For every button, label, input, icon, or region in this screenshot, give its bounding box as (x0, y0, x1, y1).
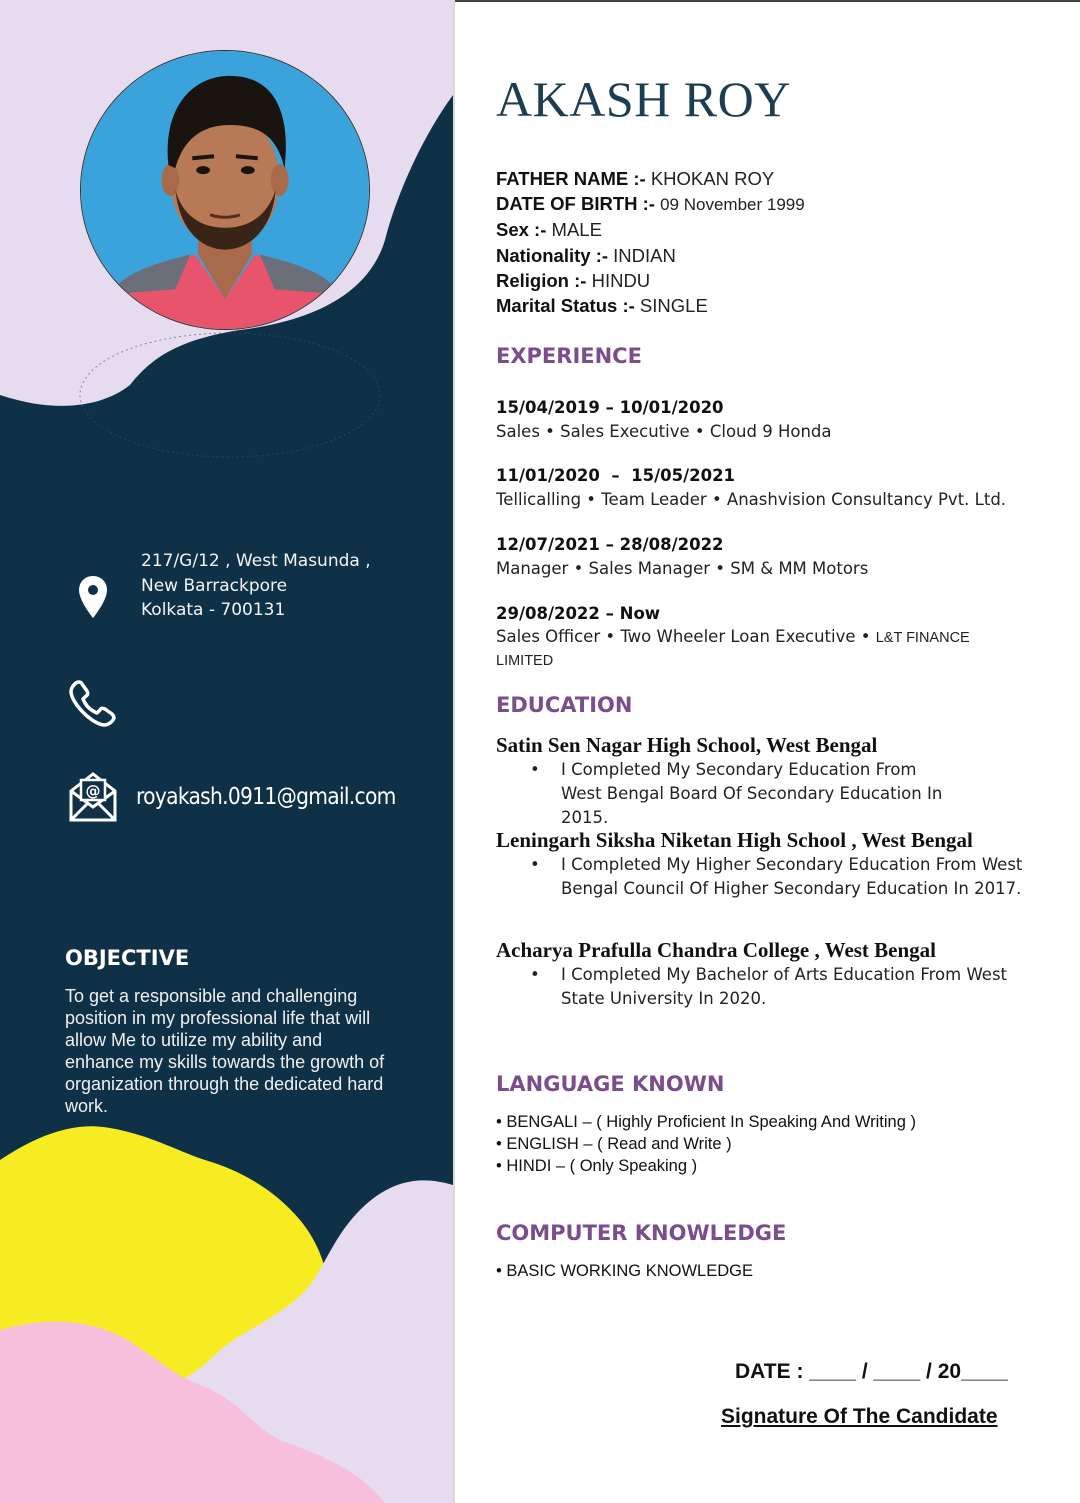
school-name: Leningarh Siksha Niketan High School , West Bengal (496, 828, 973, 852)
language-item: • ENGLISH – ( Read and Write ) (496, 1135, 732, 1153)
experience-dates: 12/07/2021 – 28/08/2022 (496, 535, 724, 554)
education-item (496, 732, 1026, 830)
experience-description: Manager • Sales Manager • SM & MM Motors (496, 559, 869, 578)
detail-row (496, 166, 805, 191)
phone-icon (68, 678, 118, 728)
contact-address (141, 549, 431, 623)
date-line: DATE : ____ / ____ / 20____ (735, 1360, 1008, 1383)
detail-label: Marital Status :- (496, 295, 635, 317)
language-item: • BENGALI – ( Highly Proficient In Speaking And Writing ) (496, 1113, 916, 1131)
detail-row (496, 217, 805, 242)
education-item (496, 827, 1026, 901)
detail-row (496, 293, 805, 318)
education-heading: EDUCATION (496, 693, 633, 717)
school-name: Acharya Prafulla Chandra College , West Bengal (496, 938, 937, 962)
experience-heading: EXPERIENCE (496, 344, 642, 368)
experience-role: Sales Officer • Two Wheeler Loan Executive • (496, 627, 876, 646)
signature-line: Signature Of The Candidate (721, 1405, 998, 1428)
experience-item (496, 602, 976, 672)
experience-description: Sales • Sales Executive • Cloud 9 Honda (496, 422, 832, 441)
detail-label: Religion :- (496, 269, 587, 291)
detail-value: KHOKAN ROY (650, 168, 775, 189)
candidate-name: AKASH ROY (496, 71, 791, 127)
experience-dates: 11/01/2020 – 15/05/2021 (496, 466, 736, 485)
sidebar (0, 0, 453, 1503)
experience-description: Tellicalling • Team Leader • Anashvision Consultancy Pvt. Ltd. (496, 490, 1007, 509)
objective-heading: OBJECTIVE (65, 946, 190, 970)
experience-company: L&T FINANCE LIMITED (496, 630, 970, 669)
education-detail (496, 758, 956, 830)
detail-label: DATE OF BIRTH :- (496, 193, 655, 215)
profile-photo (80, 50, 370, 330)
detail-row (496, 243, 805, 268)
detail-label: FATHER NAME :- (496, 168, 646, 189)
education-detail-text: I Completed My Bachelor of Arts Education From West State University In 2020. (561, 965, 1008, 1008)
experience-item (496, 396, 1056, 443)
experience-dates: 15/04/2019 – 10/01/2020 (496, 398, 724, 417)
detail-row (496, 268, 805, 293)
detail-value: SINGLE (639, 295, 708, 317)
bullet: • (530, 965, 540, 984)
computer-knowledge-item: • BASIC WORKING KNOWLEDGE (496, 1262, 753, 1280)
education-detail (496, 853, 1026, 901)
detail-value: 09 November 1999 (660, 195, 805, 215)
svg-text:@: @ (85, 782, 101, 800)
column-divider (453, 0, 455, 1503)
address-line: 217/G/12 , West Masunda , (141, 551, 371, 571)
detail-value: MALE (551, 219, 602, 241)
education-detail (496, 963, 1026, 1011)
computer-knowledge-heading: COMPUTER KNOWLEDGE (496, 1221, 787, 1245)
languages-list (496, 1111, 916, 1177)
school-name: Satin Sen Nagar High School, West Bengal (496, 733, 878, 757)
detail-label: Sex :- (496, 219, 547, 241)
address-line: Kolkata - 700131 (141, 600, 286, 620)
education-detail-text: I Completed My Higher Secondary Education From West Bengal Council Of Higher Secondary Education In 2017. (561, 855, 1023, 898)
language-item: • HINDI – ( Only Speaking ) (496, 1157, 698, 1175)
experience-dates: 29/08/2022 – Now (496, 604, 661, 623)
personal-details (496, 166, 805, 318)
detail-row (496, 191, 805, 217)
address-line: New Barrackpore (141, 575, 288, 596)
education-detail-text: I Completed My Secondary Education From West Bengal Board Of Secondary Education In 2015. (561, 760, 943, 827)
objective-text: To get a responsible and challenging position in my professional life that will allow Me to utilize my ability and enhance my skills towards the growth of organization through the dedicated hard work. (65, 986, 385, 1116)
experience-item (496, 533, 1056, 580)
education-item (496, 937, 1026, 1011)
experience-item (496, 464, 1056, 511)
bullet: • (530, 760, 540, 779)
detail-label: Nationality :- (496, 244, 609, 266)
detail-value: HINDU (591, 269, 651, 291)
computer-knowledge-list (496, 1260, 753, 1282)
email-icon (68, 769, 118, 823)
experience-description (496, 626, 976, 672)
detail-value: INDIAN (613, 244, 676, 266)
location-pin-icon (78, 575, 108, 619)
languages-heading: LANGUAGE KNOWN (496, 1072, 725, 1096)
bullet: • (530, 855, 540, 874)
email-address[interactable]: royakash.0911@gmail.com (136, 784, 396, 810)
